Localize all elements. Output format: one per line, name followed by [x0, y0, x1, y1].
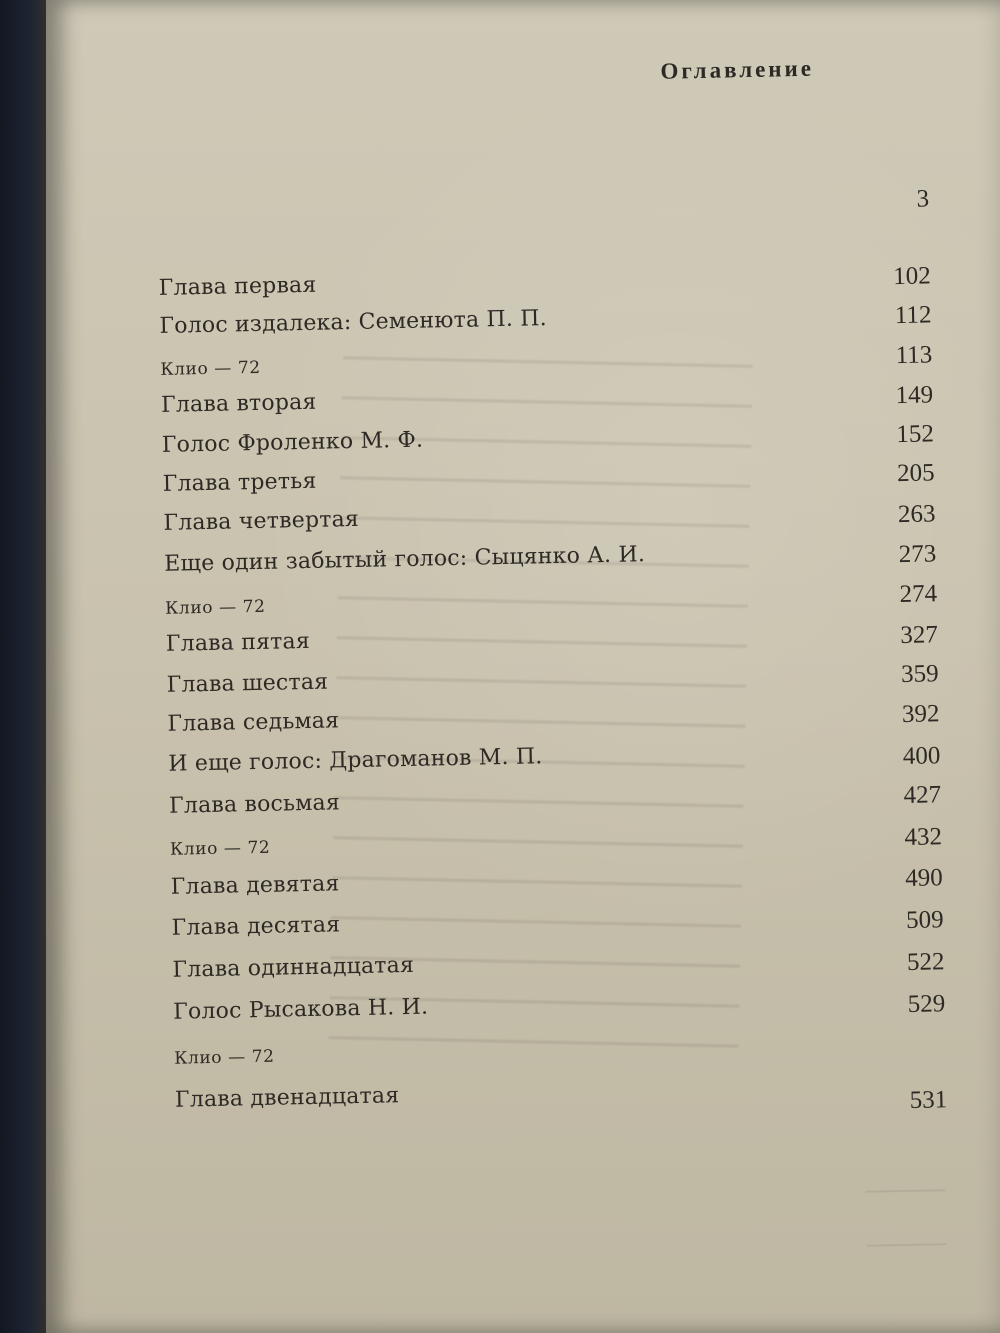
entry-title: Глава девятая — [170, 871, 340, 900]
entry-title: Глава вторая — [160, 389, 317, 418]
entry-title: Глава пятая — [165, 628, 311, 657]
entry-title: Глава двенадцатая — [174, 1083, 400, 1113]
entry-title: Глава седьмая — [167, 708, 340, 737]
entry-page-number: 359 — [900, 660, 939, 689]
entry-page-number: 149 — [895, 381, 934, 410]
entry-page-number: 529 — [907, 990, 946, 1018]
entry-page-number: 400 — [902, 742, 941, 771]
entry-page-number: 102 — [892, 262, 931, 291]
entry-title: Клио — 72 — [169, 837, 271, 860]
entry-title: Глава шестая — [166, 669, 329, 698]
entry-page-number: 432 — [904, 823, 943, 852]
entry-page-number: 531 — [909, 1086, 948, 1114]
entry-title: Клио — 72 — [164, 596, 266, 619]
entry-page-number: 427 — [903, 781, 942, 810]
entry-page-number: 490 — [904, 864, 944, 893]
entry-title: Глава четвертая — [163, 506, 360, 536]
entry-page-number: 113 — [895, 341, 933, 370]
entry-title: Глава третья — [162, 468, 317, 497]
entry-title: Глава восьмая — [168, 790, 341, 819]
faint-imprint-mark — [866, 1189, 947, 1246]
entry-title: Клио — 72 — [174, 1046, 275, 1069]
book-page — [46, 0, 1000, 1333]
entry-page-number: 327 — [900, 621, 939, 650]
entry-title: Голос Рысакова Н. И. — [173, 994, 429, 1025]
entry-page-number: 392 — [901, 700, 940, 729]
entry-page-number: 509 — [905, 906, 944, 934]
entry-title: И еще голос: Драгоманов М. П. — [168, 744, 543, 777]
entry-title: Голос издалека: Семенюта П. П. — [159, 306, 548, 339]
entry-title: Голос Фроленко М. Ф. — [161, 427, 424, 458]
entry-page-number: 152 — [896, 420, 935, 449]
toc-heading: Оглавление — [660, 55, 815, 84]
entry-page-number: 112 — [894, 301, 932, 330]
entry-title: Глава одиннадцатая — [172, 952, 415, 983]
entry-title: Глава первая — [158, 272, 317, 301]
toc-entry — [121, 1071, 962, 1122]
entry-page-number: 3 — [916, 185, 930, 213]
entry-page-number: 274 — [899, 580, 938, 609]
entry-page-number: 263 — [897, 500, 936, 529]
entry-title: Еще один забытый голос: Сыцянко А. И. — [164, 542, 646, 577]
entry-page-number: 273 — [898, 540, 937, 569]
entry-page-number: 205 — [896, 459, 935, 488]
entry-title: Глава десятая — [171, 912, 341, 941]
entry-page-number: 522 — [906, 948, 945, 976]
table-of-contents — [100, 35, 972, 1172]
entry-title: Клио — 72 — [160, 357, 261, 380]
